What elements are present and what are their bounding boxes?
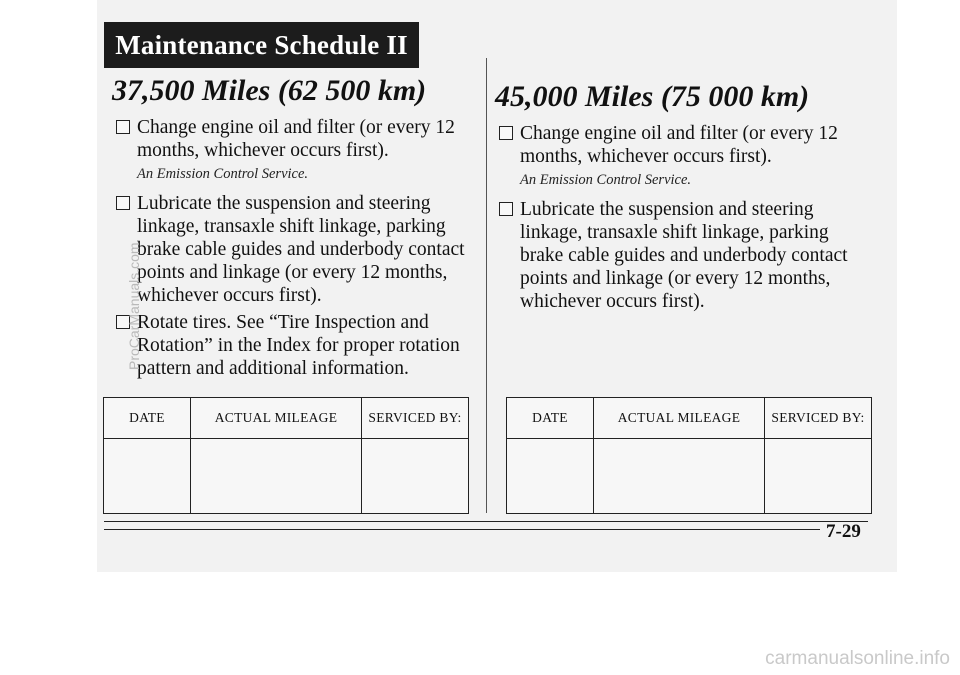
item-text: Change engine oil and filter (or every 12 months, whichever occurs first). (137, 117, 455, 161)
emission-note: An Emission Control Service. (520, 172, 692, 188)
checklist-item (112, 311, 472, 380)
date-cell[interactable] (507, 439, 594, 514)
item-text: Lubricate the suspension and steering linkage, transaxle shift linkage, parking brake cable guides and underbody contact points and linkage (or every 12 months, whichever occurs first). (137, 193, 465, 306)
watermark: ProCarManuals.com (126, 242, 142, 370)
site-watermark: carmanualsonline.info (765, 648, 950, 669)
mileage-cell[interactable] (191, 439, 362, 514)
checklist-item (112, 116, 472, 162)
checkbox[interactable] (116, 196, 130, 210)
checkbox[interactable] (116, 120, 130, 134)
section-banner: Maintenance Schedule II (104, 22, 419, 68)
checklist-item (495, 198, 855, 313)
column-divider (486, 58, 487, 513)
serviced-by-header: SERVICED BY: (362, 398, 469, 439)
mileage-cell[interactable] (594, 439, 765, 514)
date-header: DATE (104, 398, 191, 439)
item-text: Change engine oil and filter (or every 12 months, whichever occurs first). (520, 123, 838, 167)
item-text: Rotate tires. See “Tire Inspection and Rotation” in the Index for proper rotation pattern and additional information. (137, 312, 460, 379)
right-heading: 45,000 Miles (75 000 km) (495, 80, 810, 113)
service-record-table (506, 397, 872, 514)
footer-rule (104, 521, 868, 522)
checklist-item (495, 122, 855, 168)
footer-rule (104, 529, 820, 530)
checkbox[interactable] (499, 126, 513, 140)
right-column (495, 74, 855, 317)
left-column (112, 74, 472, 384)
item-text: Lubricate the suspension and steering linkage, transaxle shift linkage, parking brake cable guides and underbody contact points and linkage (or every 12 months, whichever occurs first). (520, 199, 848, 312)
serviced-by-header: SERVICED BY: (765, 398, 872, 439)
emission-note: An Emission Control Service. (137, 166, 309, 182)
date-header: DATE (507, 398, 594, 439)
mileage-header: ACTUAL MILEAGE (594, 398, 765, 439)
mileage-header: ACTUAL MILEAGE (191, 398, 362, 439)
checkbox[interactable] (499, 202, 513, 216)
checklist-item (112, 192, 472, 307)
page-number: 7-29 (826, 521, 861, 542)
serviced-by-cell[interactable] (765, 439, 872, 514)
service-record-table (103, 397, 469, 514)
serviced-by-cell[interactable] (362, 439, 469, 514)
left-heading: 37,500 Miles (62 500 km) (112, 74, 427, 107)
date-cell[interactable] (104, 439, 191, 514)
